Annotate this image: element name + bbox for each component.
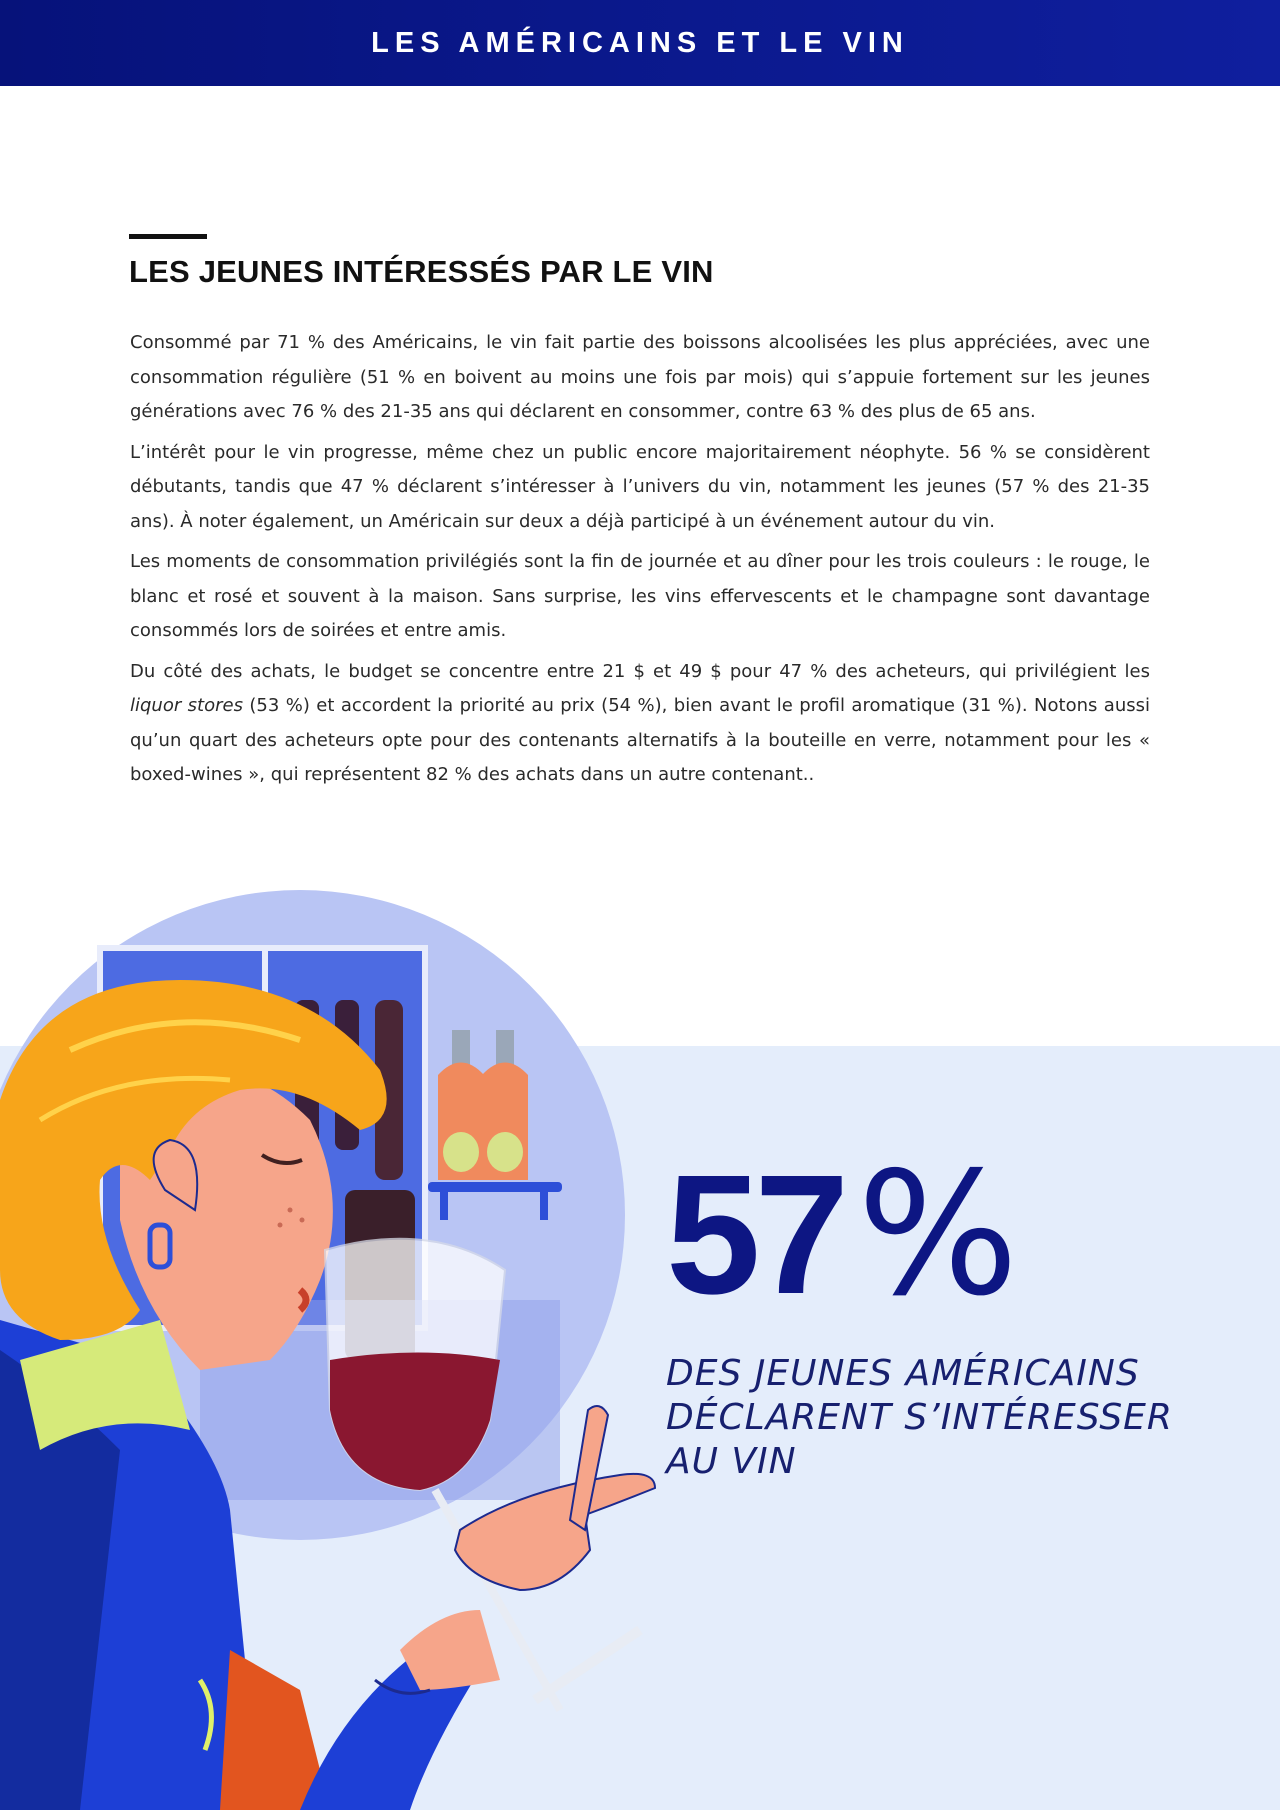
stat-caption-line-2: DÉCLARENT S’INTÉRESSER (666, 1397, 1173, 1438)
stat-unit: % (857, 1136, 1019, 1334)
paragraph-purchases-italic: liquor stores (130, 695, 243, 716)
paragraph-purchases-after: (53 %) et accordent la priorité au prix (54 %), bien avant le profil aromatique (31 %). Notons aussi qu’un quart des acheteurs opte pour des contenants alternatifs à la bouteille en verre, notamment pour les « boxed-wines », qui représentent 82 % des achats dans un autre contenant.. (130, 695, 1150, 785)
body-text (130, 326, 1150, 799)
paragraph-purchases (130, 655, 1150, 793)
woman-tasting-wine-illustration (0, 890, 700, 1810)
header-title: LES AMÉRICAINS ET LE VIN (371, 26, 909, 59)
stat-value: 57 (666, 1140, 844, 1330)
paragraph-consumption: Consommé par 71 % des Américains, le vin fait partie des boissons alcoolisées les plus appréciées, avec une consommation régulière (51 % en boivent au moins une fois par mois) qui s’appuie fortement sur les jeunes générations avec 76 % des 21-35 ans qui déclarent en consommer, contre 63 % des plus de 65 ans. (130, 332, 1150, 422)
section-accent-rule (129, 234, 207, 239)
stat-caption-line-1: DES JEUNES AMÉRICAINS (666, 1353, 1140, 1394)
paragraph-moments: Les moments de consommation privilégiés sont la fin de journée et au dîner pour les trois couleurs : le rouge, le blanc et rosé et souvent à la maison. Sans surprise, les vins effervescents et le champagne sont davantage consommés lors de soirées et entre amis. (130, 551, 1150, 641)
stat-block (666, 1136, 1226, 1484)
stat-caption-line-3: AU VIN (666, 1441, 797, 1482)
paragraph-purchases-before: Du côté des achats, le budget se concentre entre 21 $ et 49 $ pour 47 % des acheteurs, qui privilégient les (130, 660, 1150, 682)
section-title: LES JEUNES INTÉRESSÉS PAR LE VIN (129, 254, 714, 289)
paragraph-interest: L’intérêt pour le vin progresse, même chez un public encore majoritairement néophyte. 56 % se considèrent débutants, tandis que 47 % déclarent s’intéresser à l’univers du vin, notamment les jeunes (57 % des 21-35 ans). À noter également, un Américain sur deux a déjà participé à un événement autour du vin. (130, 441, 1150, 532)
stat-caption (666, 1352, 1226, 1484)
header-bar (0, 0, 1280, 86)
stat-number (666, 1136, 1226, 1334)
